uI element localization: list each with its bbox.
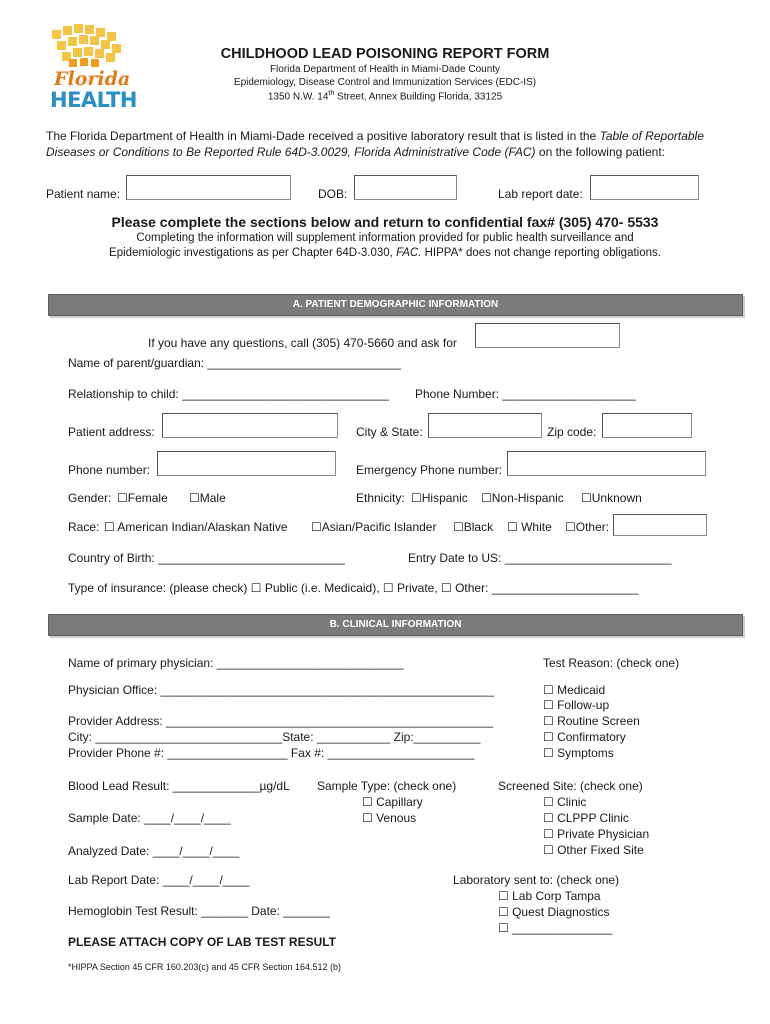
race-black-checkbox[interactable]: ☐Black [453, 520, 494, 534]
ethnicity-unknown-checkbox[interactable]: ☐Unknown [581, 491, 642, 505]
reason-routine-checkbox[interactable]: ☐ Routine Screen [543, 714, 640, 728]
reason-follow-up-checkbox[interactable]: ☐ Follow-up [543, 698, 610, 712]
patient-address-input[interactable] [162, 413, 338, 438]
fax-subtext-italic: FAC. [396, 247, 422, 259]
intro-line-2 [46, 145, 665, 159]
hemoglobin-field: Hemoglobin Test Result: _______ Date: _______ [68, 904, 330, 918]
attach-lab-result-note: PLEASE ATTACH COPY OF LAB TEST RESULT [68, 935, 337, 949]
ethnicity-non-hispanic-checkbox[interactable]: ☐Non-Hispanic [481, 491, 564, 505]
primary-physician-field: Name of primary physician: ____________________________ [68, 656, 404, 670]
gender-label: Gender: [68, 491, 112, 505]
parent-guardian-field: Name of parent/guardian: _____________________________ [68, 356, 401, 370]
race-other-checkbox[interactable]: ☐Other: [565, 520, 610, 534]
header-division: Epidemiology, Disease Control and Immunization Services (EDC-IS) [233, 77, 537, 88]
hippa-footnote: *HIPPA Section 45 CFR 160.203(c) and 45 CFR Section 164.512 (b) [68, 962, 341, 972]
race-white-checkbox[interactable]: ☐ White [507, 520, 552, 534]
city-state-input[interactable] [428, 413, 542, 438]
insurance-field: Type of insurance: (please check) ☐ Public (i.e. Medicaid), ☐ Private, ☐ Other: ______________________ [68, 581, 639, 595]
lab-sent-label: Laboratory sent to: (check one) [453, 873, 620, 887]
lab-report-date-field: Lab Report Date: ____/____/____ [68, 873, 250, 887]
entry-date-field: Entry Date to US: _________________________ [408, 551, 672, 565]
intro-text-2: on the following patient: [535, 145, 665, 159]
site-private-physician-checkbox[interactable]: ☐ Private Physician [543, 827, 650, 841]
patient-name-input[interactable] [126, 175, 291, 200]
intro-italic: Table of Reportable [599, 129, 704, 143]
site-clinic-checkbox[interactable]: ☐ Clinic [543, 795, 587, 809]
patient-name-label: Patient name: [46, 187, 121, 201]
lab-report-date-label: Lab report date: [498, 187, 583, 201]
section-b-header: B. CLINICAL INFORMATION [48, 614, 743, 636]
site-clppp-checkbox[interactable]: ☐ CLPPP Clinic [543, 811, 629, 825]
sample-date-field: Sample Date: ____/____/____ [68, 811, 231, 825]
reason-medicaid-checkbox[interactable]: ☐ Medicaid [543, 683, 606, 697]
logo-text-health: HEALTH [50, 88, 137, 112]
intro-italic-2: Diseases or Conditions to Be Reported Rule 64D-3.0029, Florida Administrative Code (FAC) [46, 145, 536, 159]
fax-subtext-2 [30, 247, 740, 259]
provider-address-field: Provider Address: _________________________________________________ [68, 714, 494, 728]
phone-input[interactable] [157, 451, 336, 476]
analyzed-date-field: Analyzed Date: ____/____/____ [68, 844, 240, 858]
phone-number-field: Phone Number: ____________________ [415, 387, 636, 401]
fax-subtext-1: Completing the information will supplement information provided for public health surveillance and [136, 232, 634, 244]
lab-other-checkbox[interactable]: ☐ _______________ [498, 921, 613, 935]
country-of-birth-field: Country of Birth: ____________________________ [68, 551, 345, 565]
fax-heading: Please complete the sections below and return to confidential fax# (305) 470- 5533 [111, 214, 659, 230]
sample-capillary-checkbox[interactable]: ☐ Capillary [362, 795, 423, 809]
intro-line-1 [46, 129, 704, 143]
lab-corp-checkbox[interactable]: ☐ Lab Corp Tampa [498, 889, 601, 903]
header-address [150, 90, 620, 102]
zip-code-input[interactable] [602, 413, 692, 438]
address-part-2: Street, Annex Building Florida, 33125 [334, 91, 503, 103]
city-state-zip-field: City: ____________________________State: ___________ Zip:__________ [68, 730, 481, 744]
header-dept: Florida Department of Health in Miami-Dade County [269, 64, 501, 75]
race-label: Race: [68, 520, 100, 534]
relationship-field: Relationship to child: _______________________________ [68, 387, 389, 401]
race-asian-checkbox[interactable]: ☐Asian/Pacific Islander [311, 520, 437, 534]
questions-text: If you have any questions, call (305) 470-5660 and ask for [148, 336, 457, 350]
logo-text-florida: Florida [54, 68, 131, 90]
ethnicity-label: Ethnicity: [356, 491, 405, 505]
gender-female-checkbox[interactable]: ☐Female [117, 491, 168, 505]
screened-site-label: Screened Site: (check one) [498, 779, 643, 793]
test-reason-label: Test Reason: (check one) [543, 656, 680, 670]
form-title: CHILDHOOD LEAD POISONING REPORT FORM [220, 46, 550, 62]
reason-confirmatory-checkbox[interactable]: ☐ Confirmatory [543, 730, 626, 744]
physician-office-field: Physician Office: __________________________________________________ [68, 683, 495, 697]
blood-lead-result-field: Blood Lead Result: _____________µg/dL [68, 779, 290, 793]
florida-health-logo [44, 24, 137, 112]
emergency-phone-input[interactable] [507, 451, 706, 476]
phone-label: Phone number: [68, 463, 151, 477]
dob-label: DOB: [318, 187, 348, 201]
reason-symptoms-checkbox[interactable]: ☐ Symptoms [543, 746, 614, 760]
intro-text: The Florida Department of Health in Miami-Dade received a positive laboratory result that is listed in the [46, 129, 600, 143]
race-native-checkbox[interactable]: ☐ American Indian/Alaskan Native [104, 520, 288, 534]
emergency-phone-label: Emergency Phone number: [356, 463, 503, 477]
sample-type-label: Sample Type: (check one) [317, 779, 457, 793]
lab-quest-checkbox[interactable]: ☐ Quest Diagnostics [498, 905, 610, 919]
fax-subtext-part-2: HIPPA* does not change reporting obligations. [421, 247, 661, 259]
ethnicity-hispanic-checkbox[interactable]: ☐Hispanic [411, 491, 468, 505]
provider-phone-field: Provider Phone #: __________________ Fax #: ______________________ [68, 746, 475, 760]
patient-address-label: Patient address: [68, 425, 155, 439]
address-part: 1350 N.W. 14 [267, 91, 329, 103]
site-other-fixed-checkbox[interactable]: ☐ Other Fixed Site [543, 843, 644, 857]
race-other-input[interactable] [613, 514, 707, 536]
section-a-header: A. PATIENT DEMOGRAPHIC INFORMATION [48, 294, 743, 316]
city-state-label: City & State: [356, 425, 423, 439]
contact-name-input[interactable] [475, 323, 620, 348]
sample-venous-checkbox[interactable]: ☐ Venous [362, 811, 417, 825]
dob-input[interactable] [354, 175, 457, 200]
lab-report-date-input[interactable] [590, 175, 699, 200]
gender-male-checkbox[interactable]: ☐Male [189, 491, 226, 505]
fax-subtext-part: Epidemiologic investigations as per Chapter 64D-3.030, [109, 247, 397, 259]
zip-code-label: Zip code: [547, 425, 597, 439]
address-superscript: th [328, 90, 335, 97]
